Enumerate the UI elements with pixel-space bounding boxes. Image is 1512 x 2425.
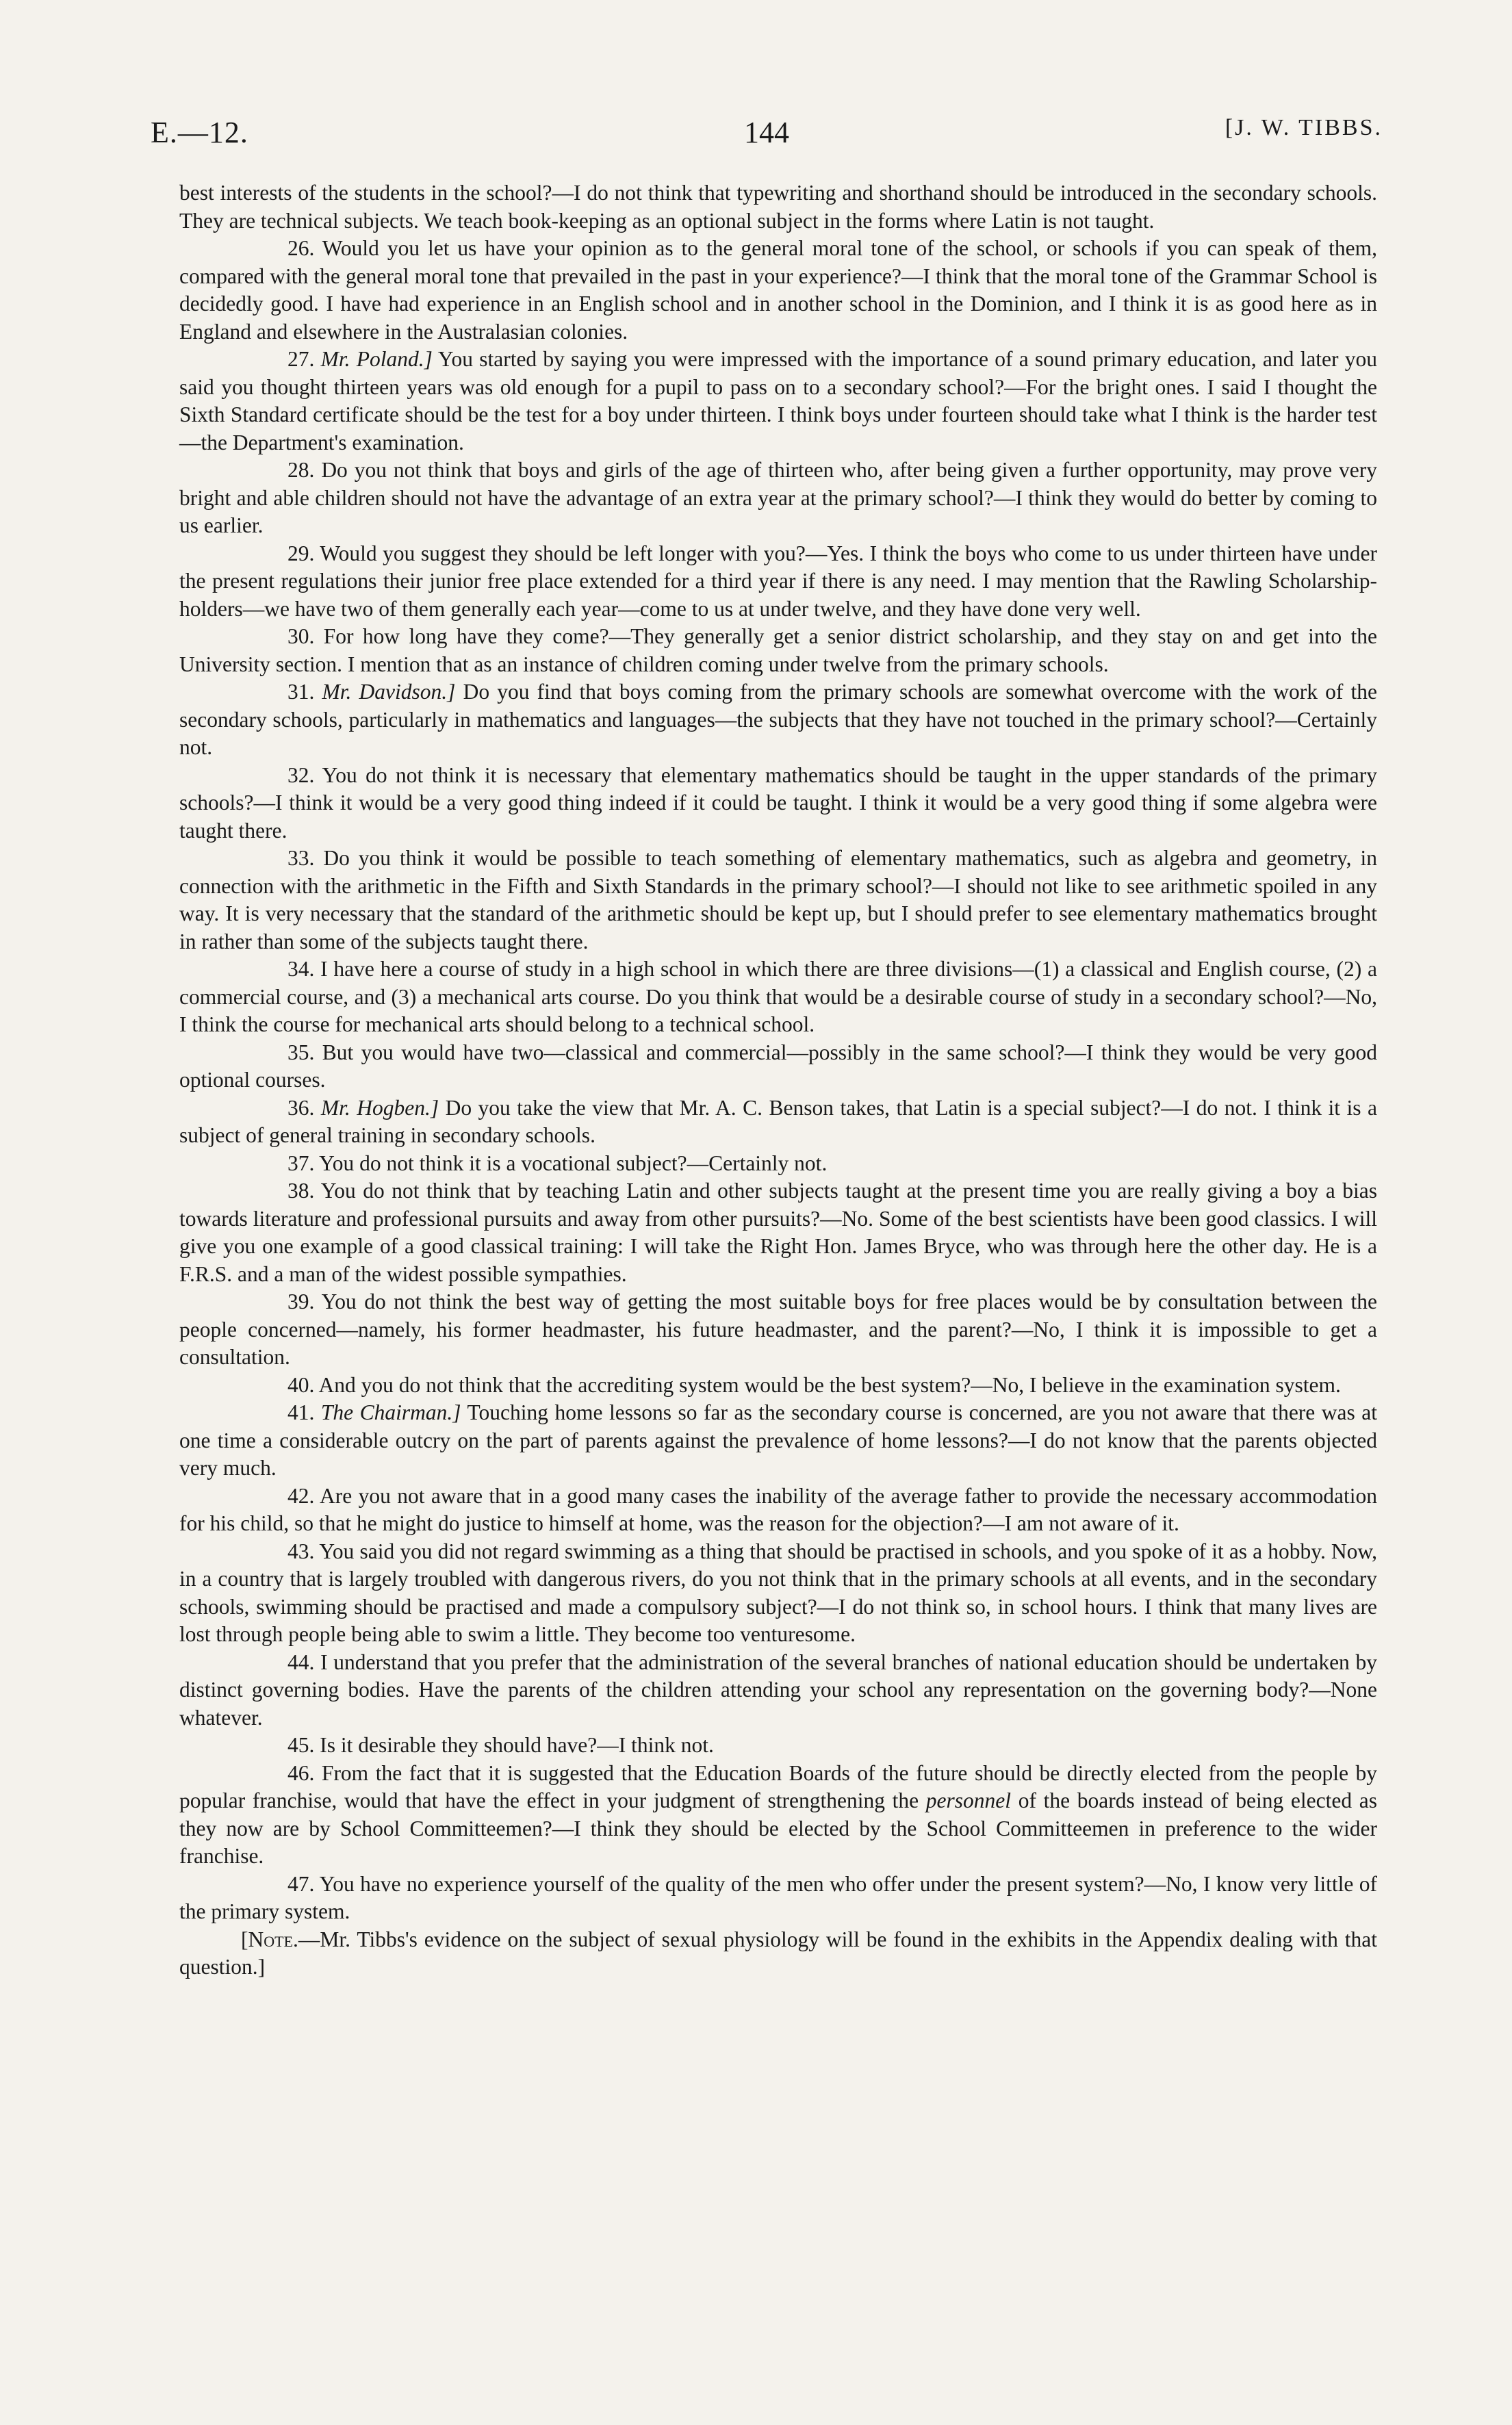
question-paragraph: 32. You do not think it is necessary that elementary mathematics should be taught in the upper standards of the primary schools?—I think it would be a very good thing indeed if it could be taught. I think it would be a very good thing if some algebra were taught there. [179,762,1377,843]
question-paragraph: 43. You said you did not regard swimming as a thing that should be practised in schools, and you spoke of it as a hobby. Now, in a country that is largely troubled with dangerous rivers, do you not think that in the primary schools at all events, and in the secondary schools, swimming should be practised and made a compulsory subject?—I do not think so, in school hours. I think that many lives are lost through people being able to swim a little. They become too venturesome. [179,1539,1377,1646]
question-paragraph: 47. You have no experience yourself of the quality of the men who offer under the present system?—No, I know very little of the primary system. [179,1871,1377,1923]
page-number: 144 [744,116,789,149]
speaker-name: Mr. Poland.] [320,347,433,371]
question-paragraph: 40. And you do not think that the accrediting system would be the best system?—No, I believe in the examination system. [287,1372,1341,1397]
question-paragraph: 41. The Chairman.] Touching home lessons so far as the secondary course is concerned, are you not aware that there was at one time a considerable outcry on the part of parents against the prevalence of home lessons?—I do not know that the parents objected very much. [179,1400,1377,1480]
page-body [179,179,1377,1981]
page-header [151,115,1383,156]
question-paragraph: 37. You do not think it is a vocational subject?—Certainly not. [287,1151,828,1175]
question-paragraph: 39. You do not think the best way of getting the most suitable boys for free places would be by consultation between the people concerned—namely, his former headmaster, his future headmaster, and the parent?—No, I think it is impossible to get a consultation. [179,1290,1377,1369]
question-paragraph: 26. Would you let us have your opinion as to the general moral tone of the school, or schools if you can speak of them, compared with the general moral tone that prevailed in the past in your experience?—I think that the moral tone of the Grammar School is decidedly good. I have had experience in an English school and in another school in the Dominion, and I think it is as good here as in England and elsewhere in the Australasian colonies. [179,236,1377,344]
speaker-name: Mr. Davidson.] [322,680,456,704]
question-paragraph: 33. Do you think it would be possible to teach something of elementary mathematics, such as algebra and geometry, in connection with the arithmetic in the Fifth and Sixth Standards in the primary school?—I should not like to see arithmetic spoiled in any way. It is very necessary that the standard of the arithmetic should be kept up, but I should prefer to see elementary mathematics brought in rather than some of the subjects taught there. [179,846,1377,953]
speaker-name: The Chairman.] [320,1400,461,1424]
note-label: [Note. [241,1927,298,1951]
question-paragraph: 29. Would you suggest they should be left longer with you?—Yes. I think the boys who come to us under thirteen have under the present regulations their junior free place extended for a third year if there is any need. I may mention that the Rawling Scholarship-holders—we have two of them generally each year—come to us at under twelve, and they have done very well. [179,541,1377,621]
editorial-note [179,1926,1377,1981]
question-paragraph: 31. Mr. Davidson.] Do you find that boys coming from the primary schools are somewhat overcome with the work of the secondary schools, particularly in mathematics and languages—the subjects that they have not touched in the primary school?—Certainly not. [179,680,1378,759]
question-paragraph: 27. Mr. Poland.] You started by saying you were impressed with the importance of a sound primary education, and later you said you thought thirteen years was old enough for a pupil to pass on to a secondary school?—For the bright ones. I said I thought the Sixth Standard certificate should be the test for a boy under thirteen. I think boys under fourteen should take what I think is the harder test—the Department's examination. [179,347,1378,454]
question-paragraph: 38. You do not think that by teaching Latin and other subjects taught at the present time you are really giving a boy a bias towards literature and professional pursuits and away from other pursuits?—No. Some of the best scientists have been good classics. I will give you one example of a good classical training: I will take the Right Hon. James Bryce, who was through here the other day. He is a F.R.S. and a man of the widest possible sympathies. [179,1179,1377,1286]
question-paragraph: 42. Are you not aware that in a good many cases the inability of the average father to provide the necessary accommodation for his child, so that he might do justice to himself at home, was the reason for the objection?—I am not aware of it. [179,1483,1377,1535]
witness-name: [J. W. TIBBS. [1225,115,1383,140]
document-reference: E.—12. [151,116,248,149]
italic-term: personnel [925,1788,1012,1812]
question-paragraph: 46. From the fact that it is suggested that the Education Boards of the future should be directly elected from the people by popular franchise, would that have the effect in your judgment of strengthening the personnel of the boards instead of being elected as they now are by School Committeemen?—I think they should be elected by the School Committeemen in preference to the wider franchise. [179,1760,1377,1868]
question-paragraph: 30. For how long have they come?—They generally get a senior district scholarship, and they stay on and get into the University section. I mention that as an instance of children coming under twelve from the primary schools. [179,624,1378,676]
question-paragraph: 35. But you would have two—classical and commercial—possibly in the same school?—I think they would be very good optional courses. [179,1040,1378,1092]
question-paragraph: 45. Is it desirable they should have?—I think not. [287,1733,714,1757]
question-paragraph: 28. Do you not think that boys and girls of the age of thirteen who, after being given a further opportunity, may prove very bright and able children should not have the advantage of an extra year at the primary school?—I think they would do better by coming to us earlier. [179,458,1377,537]
speaker-name: Mr. Hogben.] [320,1095,439,1120]
question-paragraph: 34. I have here a course of study in a high school in which there are three divisions—(1) a classical and English course, (2) a commercial course, and (3) a mechanical arts course. Do you think that would be a desirable course of study in a secondary school?—No, I think the course for mechanical arts should belong to a technical school. [179,957,1377,1036]
note-text: —Mr. Tibbs's evidence on the subject of sexual physiology will be found in the exhibits in the Appendix dealing with that question.] [179,1927,1377,1979]
question-paragraph: 36. Mr. Hogben.] Do you take the view that Mr. A. C. Benson takes, that Latin is a special subject?—I do not. I think it is a subject of general training in secondary schools. [179,1095,1378,1147]
question-paragraph: 44. I understand that you prefer that the administration of the several branches of national education should be undertaken by distinct governing bodies. Have the parents of the children attending your school any representation on the governing body?—None whatever. [179,1650,1378,1730]
continuation-paragraph: best interests of the students in the school?—I do not think that typewriting and shorthand should be introduced in the secondary schools. They are technical subjects. We teach book-keeping as an optional subject in the forms where Latin is not taught. [179,181,1377,233]
